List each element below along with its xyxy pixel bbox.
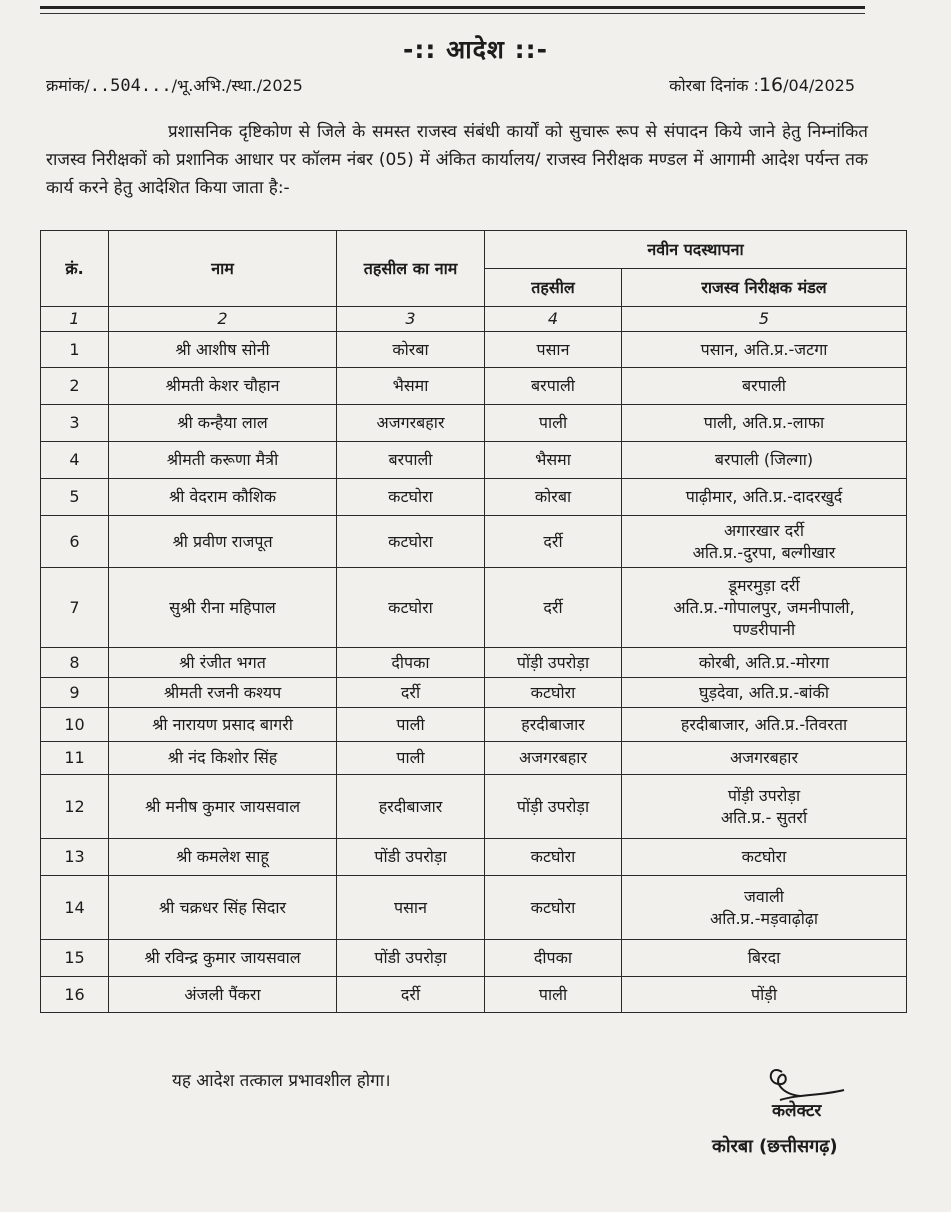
col-number: 5 <box>622 307 907 332</box>
cell-tehsil: कटघोरा <box>337 516 485 568</box>
cell-serial: 3 <box>41 405 109 442</box>
cell-name: सुश्री रीना महिपाल <box>109 568 337 648</box>
cell-serial: 4 <box>41 442 109 479</box>
cell-name: श्री कमलेश साहू <box>109 839 337 876</box>
col-number: 4 <box>485 307 622 332</box>
cell-mandal: बिरदा <box>622 940 907 977</box>
signatory-designation: कलेक्टर <box>772 1101 822 1121</box>
cell-mandal: कोरबी, अति.प्र.-मोरगा <box>622 648 907 678</box>
cell-serial: 13 <box>41 839 109 876</box>
cell-mandal: अगारखार दर्री अति.प्र.-दुरपा, बल्गीखार <box>622 516 907 568</box>
document-title: -:: आदेश ::- <box>403 35 548 64</box>
cell-name: अंजली पैंकरा <box>109 977 337 1013</box>
cell-name: श्रीमती केशर चौहान <box>109 368 337 405</box>
cell-tehsil: दीपका <box>337 648 485 678</box>
cell-new-tehsil: बरपाली <box>485 368 622 405</box>
col-header-serial: क्रं. <box>41 231 109 307</box>
col-header-new-tehsil: तहसील <box>485 269 622 307</box>
cell-tehsil: भैसमा <box>337 368 485 405</box>
cell-tehsil: पसान <box>337 876 485 940</box>
cell-name: श्री प्रवीण राजपूत <box>109 516 337 568</box>
cell-serial: 12 <box>41 775 109 839</box>
cell-mandal: पसान, अति.प्र.-जटगा <box>622 332 907 368</box>
table-row <box>41 516 907 568</box>
order-paragraph: प्रशासनिक दृष्टिकोण से जिले के समस्त राजस्व संबंधी कार्यों को सुचारू रूप से संपादन किये जाने हेतु निम्नांकित राजस्व निरीक्षकों को प्रशानिक आधार पर कॉलम नंबर (05) में अंकित कार्यालय/ राजस्व निरीक्षक मण्डल में आगामी आदेश पर्यन्त तक कार्य करने हेतु आदेशित किया जाता है:- <box>46 122 868 198</box>
cell-new-tehsil: पाली <box>485 405 622 442</box>
col-number: 1 <box>41 307 109 332</box>
cell-name: श्री वेदराम कौशिक <box>109 479 337 516</box>
table-row <box>41 742 907 775</box>
cell-new-tehsil: कटघोरा <box>485 678 622 708</box>
cell-new-tehsil: हरदीबाजार <box>485 708 622 742</box>
cell-serial: 14 <box>41 876 109 940</box>
date-rest: /04/2025 <box>783 76 855 95</box>
posting-table <box>40 230 907 1013</box>
cell-name: श्री रंजीत भगत <box>109 648 337 678</box>
table-row <box>41 568 907 648</box>
column-number-row <box>41 307 907 332</box>
cell-tehsil: कोरबा <box>337 332 485 368</box>
cell-mandal: बरपाली <box>622 368 907 405</box>
cell-mandal: अजगरबहार <box>622 742 907 775</box>
cell-new-tehsil: कटघोरा <box>485 839 622 876</box>
cell-name: श्रीमती करूणा मैत्री <box>109 442 337 479</box>
top-border-rule <box>40 6 865 9</box>
cell-tehsil: पोंडी उपरोड़ा <box>337 940 485 977</box>
col-number: 2 <box>109 307 337 332</box>
table-row <box>41 678 907 708</box>
ref-number: ..504... <box>89 76 172 96</box>
table-row <box>41 405 907 442</box>
cell-mandal: डूमरमुड़ा दर्री अति.प्र.-गोपालपुर, जमनीपाली, पण्डरीपानी <box>622 568 907 648</box>
cell-tehsil: अजगरबहार <box>337 405 485 442</box>
cell-mandal: हरदीबाजार, अति.प्र.-तिवरता <box>622 708 907 742</box>
cell-name: श्री मनीष कुमार जायसवाल <box>109 775 337 839</box>
col-header-ri-mandal: राजस्व निरीक्षक मंडल <box>622 269 907 307</box>
table-row <box>41 977 907 1013</box>
posting-table-body <box>41 332 907 1013</box>
cell-serial: 15 <box>41 940 109 977</box>
table-row <box>41 775 907 839</box>
cell-name: श्रीमती रजनी कश्यप <box>109 678 337 708</box>
cell-tehsil: हरदीबाजार <box>337 775 485 839</box>
top-border-rule-thin <box>40 13 865 14</box>
cell-tehsil: कटघोरा <box>337 479 485 516</box>
cell-new-tehsil: पसान <box>485 332 622 368</box>
cell-name: श्री कन्हैया लाल <box>109 405 337 442</box>
table-row <box>41 332 907 368</box>
cell-new-tehsil: कटघोरा <box>485 876 622 940</box>
table-row <box>41 648 907 678</box>
date-day: 16 <box>758 74 784 96</box>
col-header-new-posting: नवीन पदस्थापना <box>485 231 907 269</box>
cell-serial: 2 <box>41 368 109 405</box>
cell-new-tehsil: दर्री <box>485 516 622 568</box>
cell-mandal: कटघोरा <box>622 839 907 876</box>
col-header-tehsil-name: तहसील का नाम <box>337 231 485 307</box>
cell-tehsil: पाली <box>337 742 485 775</box>
table-row <box>41 876 907 940</box>
cell-name: श्री नंद किशोर सिंह <box>109 742 337 775</box>
cell-mandal: पोंड़ी उपरोड़ा अति.प्र.- सुतर्रा <box>622 775 907 839</box>
cell-serial: 9 <box>41 678 109 708</box>
cell-new-tehsil: दर्री <box>485 568 622 648</box>
cell-new-tehsil: भैसमा <box>485 442 622 479</box>
cell-tehsil: बरपाली <box>337 442 485 479</box>
cell-tehsil: पाली <box>337 708 485 742</box>
cell-new-tehsil: पाली <box>485 977 622 1013</box>
cell-serial: 11 <box>41 742 109 775</box>
cell-new-tehsil: दीपका <box>485 940 622 977</box>
table-row <box>41 708 907 742</box>
cell-mandal: जवाली अति.प्र.-मड़वाढ़ोढ़ा <box>622 876 907 940</box>
reference-number <box>46 74 303 96</box>
cell-mandal: पाढ़ीमार, अति.प्र.-दादरखुर्द <box>622 479 907 516</box>
cell-serial: 7 <box>41 568 109 648</box>
cell-new-tehsil: पोंड़ी उपरोड़ा <box>485 775 622 839</box>
cell-tehsil: दर्री <box>337 678 485 708</box>
cell-serial: 5 <box>41 479 109 516</box>
cell-mandal: घुड़देवा, अति.प्र.-बांकी <box>622 678 907 708</box>
cell-tehsil: पोंडी उपरोड़ा <box>337 839 485 876</box>
cell-mandal: बरपाली (जिल्गा) <box>622 442 907 479</box>
col-header-name: नाम <box>109 231 337 307</box>
cell-name: श्री रविन्द्र कुमार जायसवाल <box>109 940 337 977</box>
table-row <box>41 442 907 479</box>
cell-name: श्री आशीष सोनी <box>109 332 337 368</box>
cell-new-tehsil: कोरबा <box>485 479 622 516</box>
table-row <box>41 368 907 405</box>
cell-tehsil: दर्री <box>337 977 485 1013</box>
cell-name: श्री चक्रधर सिंह सिदार <box>109 876 337 940</box>
cell-serial: 6 <box>41 516 109 568</box>
cell-tehsil: कटघोरा <box>337 568 485 648</box>
table-row <box>41 479 907 516</box>
closing-statement: यह आदेश तत्काल प्रभावशील होगा। <box>172 1071 391 1091</box>
cell-new-tehsil: अजगरबहार <box>485 742 622 775</box>
cell-serial: 8 <box>41 648 109 678</box>
col-number: 3 <box>337 307 485 332</box>
cell-new-tehsil: पोंड़ी उपरोड़ा <box>485 648 622 678</box>
cell-serial: 10 <box>41 708 109 742</box>
cell-serial: 16 <box>41 977 109 1013</box>
cell-name: श्री नारायण प्रसाद बागरी <box>109 708 337 742</box>
table-row <box>41 940 907 977</box>
signatory-place: कोरबा (छत्तीसगढ़) <box>712 1136 838 1157</box>
cell-serial: 1 <box>41 332 109 368</box>
date-prefix: कोरबा दिनांक : <box>669 76 759 95</box>
order-date <box>669 74 855 96</box>
table-row <box>41 839 907 876</box>
ref-prefix: क्रमांक/ <box>46 76 90 95</box>
cell-mandal: पोंड़ी <box>622 977 907 1013</box>
ref-suffix: /भू.अभि./स्था./2025 <box>171 76 303 95</box>
cell-mandal: पाली, अति.प्र.-लाफा <box>622 405 907 442</box>
